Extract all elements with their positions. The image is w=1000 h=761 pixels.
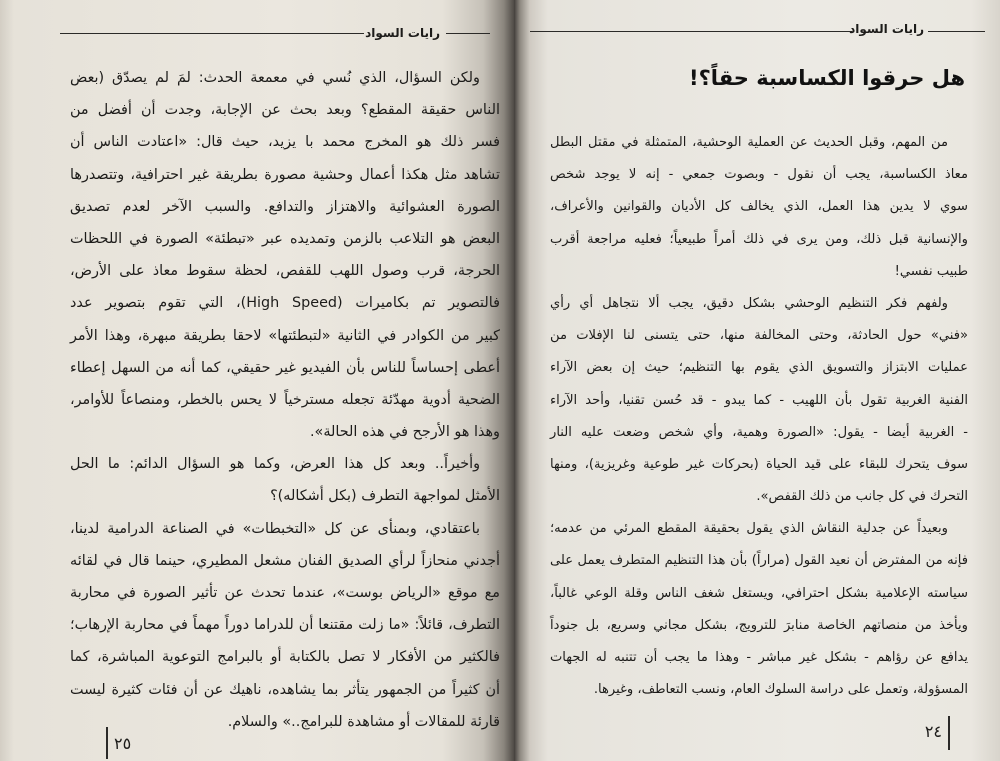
- text-line: [550, 642, 968, 674]
- line-text: فالكثير من الأفكار لا تصل بالكتابة أو بالبرامج التوعوية المباشرة، كما: [70, 649, 500, 666]
- text-line: [550, 127, 968, 159]
- text-line: [70, 159, 500, 191]
- line-text: قارئة للمقالات أو مشاهدة للبرامج..» والسلام.: [227, 713, 500, 730]
- line-text: أعطى إحساساً للناس بأن الفيديو غير حقيقي، كما أنه من السهل إعطاء: [70, 359, 500, 376]
- line-text: التطرف، قائلاً: «ما زلت مقتنعا أن للدراما دوراً مهماً في محاربة الإرهاب؛: [70, 617, 500, 634]
- text-line: [70, 94, 500, 126]
- page-number: ٢٤: [924, 722, 942, 741]
- line-text: البعض هو التلاعب بالزمن وتمديده عبر «تبطئة» الصورة في اللحظات: [70, 230, 500, 247]
- text-column: [550, 127, 968, 706]
- line-text: وأخيراً.. وبعد كل هذا العرض، وكما هو السؤال الدائم: ما الحل: [70, 456, 480, 473]
- text-line: [70, 448, 500, 480]
- page-number-rule: [948, 716, 950, 750]
- running-header: رايات السواد: [365, 26, 440, 40]
- text-line: [550, 513, 968, 545]
- line-text: فسر ذلك هو المخرج محمد با يزيد، حيث قال: «اعتادت الناس أن: [70, 134, 500, 151]
- text-line: [550, 256, 968, 288]
- text-line: [70, 320, 500, 352]
- text-line: [550, 159, 968, 191]
- line-text: - الغربية أيضا - يقول: «الصورة وهمية، وأي شخص وضعت عليه النار: [550, 424, 968, 440]
- text-line: [70, 287, 500, 319]
- text-line: [550, 578, 968, 610]
- line-text: عمليات الابتزاز والتسويق الذي يقوم بها التنظيم؛ حيث إن بعض الآراء: [550, 360, 968, 376]
- text-line: [70, 577, 500, 609]
- text-line: [70, 62, 500, 94]
- running-header: رايات السواد: [849, 22, 924, 36]
- text-line: [70, 609, 500, 641]
- line-text: سياسته الإعلامية بشكل احترافي، ويستغل شغف الناس وقلة الوعي غالباً،: [550, 585, 968, 601]
- line-text: وهذا هو الأرجح في هذه الحالة».: [309, 424, 500, 441]
- line-text: التحرك في كل جانب من ذلك القفص».: [756, 489, 968, 505]
- line-text: فالتصوير تم بكاميرات (High Speed)، التي تقوم بتصوير عدد: [70, 295, 500, 312]
- line-text: والإنسانية قبل ذلك، ومن يرى في ذلك أمراً طبيعياً؛ فعليه مراجعة أقرب: [550, 231, 968, 247]
- line-text: المسؤولة، وتعمل على دراسة السلوك العام، ونسب التعاطف، وغيرها.: [593, 682, 968, 698]
- page-number-rule: [106, 727, 108, 759]
- text-line: [70, 416, 500, 448]
- text-line: [550, 417, 968, 449]
- line-text: مع موقع «الرياض بوست»، عندما تحدث عن تأثير الصورة في محاربة: [70, 585, 500, 601]
- line-text: الأمثل لمواجهة التطرف (بكل أشكاله)؟: [270, 488, 500, 505]
- line-text: يدافع عن رؤاهم - بشكل غير مباشر - وهذا ما يجب أن تتنبه له الجهات: [550, 650, 968, 665]
- text-line: [70, 352, 500, 384]
- text-line: [550, 610, 968, 642]
- line-text: ولفهم فكر التنظيم الوحشي بشكل دقيق، يجب ألا نتجاهل أي رأي: [550, 295, 948, 311]
- text-line: [550, 352, 968, 384]
- chapter-title: هل حرقوا الكساسبة حقاً؟!: [689, 66, 965, 90]
- paragraph: [70, 513, 500, 738]
- text-line: [550, 320, 968, 352]
- text-line: [70, 641, 500, 673]
- line-text: كبير من الكوادر في الثانية «لتبطئتها» لاحقا بطريقة مبهرة، وهذا الأمر: [70, 327, 500, 344]
- paragraph: [550, 127, 968, 288]
- text-line: [70, 480, 500, 512]
- line-text: «فني» حول الحادثة، وحتى المخالفة منها، حتى يتسنى لنا الإفلات من: [550, 328, 968, 344]
- text-line: [550, 449, 968, 481]
- line-text: باعتقادي، وبمنأى عن كل «التخبطات» في الصناعة الدرامية لدينا،: [70, 520, 480, 537]
- text-line: [550, 674, 968, 706]
- line-text: الفنية الغربية تقول بأن اللهيب - كما يبدو - قد حُسن تقنيا، وأحد الآراء: [550, 392, 968, 408]
- line-text: سوف يتحرك للبقاء على قيد الحياة (بحركات غير طوعية وغريزية)، ومنها: [550, 456, 968, 472]
- line-text: أجدني منحازاً لرأي الصديق الفنان مشعل المطيري، حينما قال في لقائه: [70, 552, 500, 569]
- header-rule: [530, 31, 852, 32]
- text-line: [70, 545, 500, 577]
- line-text: تشاهد مثل هكذا أعمال وحشية مصورة بطريقة غير احترافية، وتتصدرها: [70, 166, 500, 183]
- line-text: الضحية أدوية مهدّئة تجعله مسترخياً لا يحس بالخطر، ومنصاعاً للأوامر،: [70, 391, 500, 408]
- line-text: ويأخذ من منصاتهم الخاصة منابرَ للترويج، بشكل مجاني وسريع، بل جنوداً: [550, 617, 968, 633]
- text-column: [70, 62, 500, 738]
- text-line: [70, 126, 500, 158]
- text-line: [70, 191, 500, 223]
- page-number: ٢٥: [114, 734, 132, 753]
- text-line: [70, 674, 500, 706]
- line-text: معاذ الكساسبة، يجب أن نقول - وبصوت جمعي - إنه لا يوجد شخص: [550, 167, 968, 183]
- line-text: فإنه من المفترض أن نعيد القول (مراراً) بأن هذا التنظيم المتطرف يعمل على: [550, 553, 968, 569]
- paragraph: [70, 62, 500, 448]
- text-line: [550, 385, 968, 417]
- header-rule: [928, 31, 985, 32]
- text-line: [550, 545, 968, 577]
- text-line: [70, 513, 500, 545]
- paragraph: [550, 513, 968, 706]
- text-line: [550, 224, 968, 256]
- header-rule: [446, 33, 490, 34]
- text-line: [70, 255, 500, 287]
- right-page: [514, 0, 1000, 761]
- text-line: [550, 191, 968, 223]
- text-line: [70, 384, 500, 416]
- line-text: وبعيداً عن جدلية النقاش الذي يقول بحقيقة المقطع المرئي من عدمه؛: [550, 521, 948, 537]
- line-text: سوي لا يدين هذا العمل، الذي يخالف كل الأديان والقوانين والأعراف،: [550, 199, 968, 215]
- paragraph: [550, 288, 968, 513]
- line-text: ولكن السؤال، الذي نُسي في معمعة الحدث: لمَ لم يصدّق (بعض: [70, 70, 480, 86]
- line-text: أن كثيراً من الجمهور يتأثر بما يشاهده، ناهيك عن أن فئات كثيرة ليست: [70, 681, 500, 698]
- line-text: الحرجة، قرب وصول اللهب للقفص، لحظة سقوط معاذ على الأرض،: [70, 263, 500, 280]
- line-text: من المهم، وقبل الحديث عن العملية الوحشية، المتمثلة في مقتل البطل: [550, 135, 948, 150]
- text-line: [550, 288, 968, 320]
- line-text: الصورة العشوائية والاهتزاز والتدافع. والسبب الآخر لعدم تصديق: [70, 198, 500, 215]
- header-rule: [60, 33, 364, 34]
- paragraph: [70, 448, 500, 512]
- text-line: [70, 223, 500, 255]
- text-line: [550, 481, 968, 513]
- line-text: الناس حقيقة المقطع؟ وبعد بحث عن الإجابة، وجدت أن أفضل من: [70, 102, 500, 119]
- line-text: طبيب نفسي!: [894, 263, 968, 279]
